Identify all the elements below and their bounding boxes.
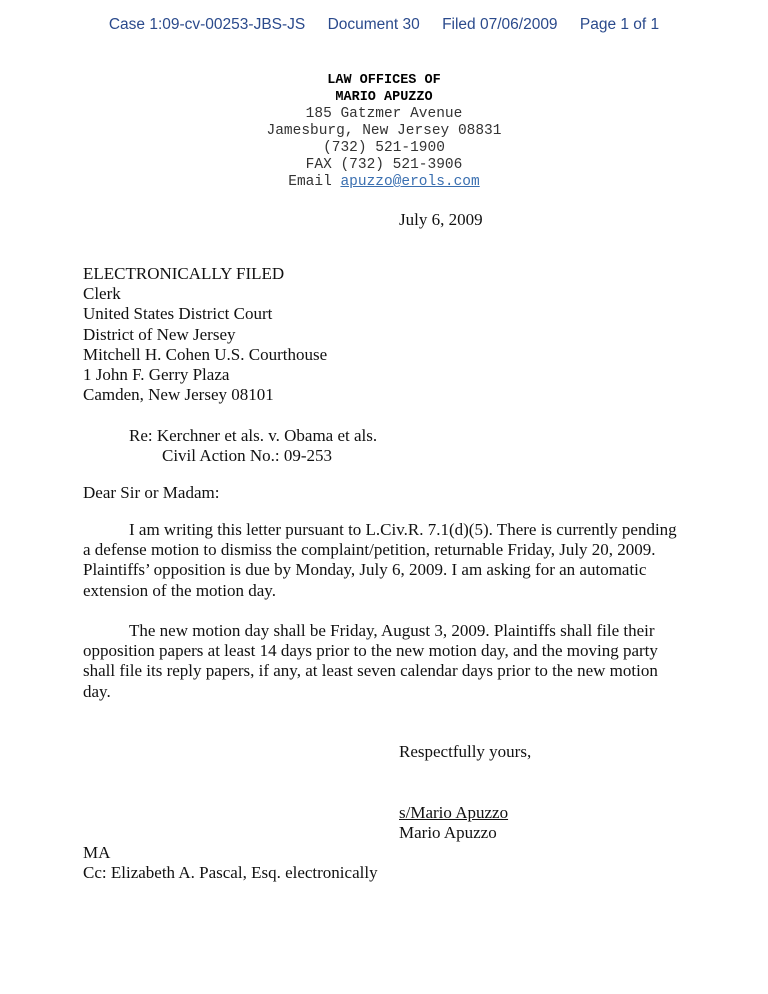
re-civil-action: Civil Action No.: 09-253 (162, 446, 332, 466)
signer-name: Mario Apuzzo (399, 823, 497, 843)
addressee-line: 1 John F. Gerry Plaza (83, 365, 230, 385)
re-case-title: Re: Kerchner et als. v. Obama et als. (129, 426, 378, 445)
salutation: Dear Sir or Madam: (83, 483, 220, 502)
letterhead (0, 72, 768, 191)
letterhead-street: 185 Gatzmer Avenue (305, 106, 463, 122)
document-number: Document 30 (327, 16, 420, 33)
addressee-line: Camden, New Jersey 08101 (83, 385, 274, 405)
page-number: Page 1 of 1 (579, 16, 660, 33)
letterhead-city: Jamesburg, New Jersey 08831 (266, 123, 502, 139)
addressee-line: Clerk (83, 284, 121, 304)
body-paragraph-2: The new motion day shall be Friday, August 3, 2009. Plaintiffs shall file their opposition papers at least 14 days prior to the new motion day, and the moving party shall file its reply papers, if any, at least seven calendar days prior to the new motion day. (83, 621, 658, 701)
body-paragraph-1: I am writing this letter pursuant to L.Civ.R. 7.1(d)(5). There is currently pending a defense motion to dismiss the complaint/petition, returnable Friday, July 20, 2009. Plaintiffs’ opposition is due by Monday, July 6, 2009. I am asking for an automatic extension of the motion day. (83, 520, 677, 600)
electronic-signature: s/Mario Apuzzo (399, 803, 509, 822)
letterhead-line1: LAW OFFICES OF (327, 73, 441, 88)
closing: Respectfully yours, (399, 742, 532, 761)
letterhead-phone: (732) 521-1900 (323, 140, 445, 156)
letterhead-firm-name: MARIO APUZZO (335, 90, 433, 105)
email-link[interactable]: apuzzo@erols.com (340, 174, 480, 190)
case-number: Case 1:09-cv-00253-JBS-JS (108, 16, 306, 33)
addressee-line: United States District Court (83, 304, 273, 324)
addressee-line: Mitchell H. Cohen U.S. Courthouse (83, 344, 328, 364)
email-label: Email (288, 174, 332, 190)
addressee-block (83, 264, 327, 405)
filed-date: Filed 07/06/2009 (442, 16, 558, 33)
footer-block (83, 843, 378, 883)
letterhead-email-line (0, 174, 768, 191)
re-block (129, 426, 377, 466)
letter-date: July 6, 2009 (399, 210, 483, 229)
letterhead-fax: FAX (732) 521-3906 (305, 157, 463, 173)
author-initials: MA (83, 843, 111, 862)
addressee-line: District of New Jersey (83, 324, 236, 344)
cc-line: Cc: Elizabeth A. Pascal, Esq. electronically (83, 863, 378, 883)
signature-block (399, 803, 508, 843)
court-filing-header (0, 16, 768, 34)
filing-note: ELECTRONICALLY FILED (83, 264, 285, 283)
